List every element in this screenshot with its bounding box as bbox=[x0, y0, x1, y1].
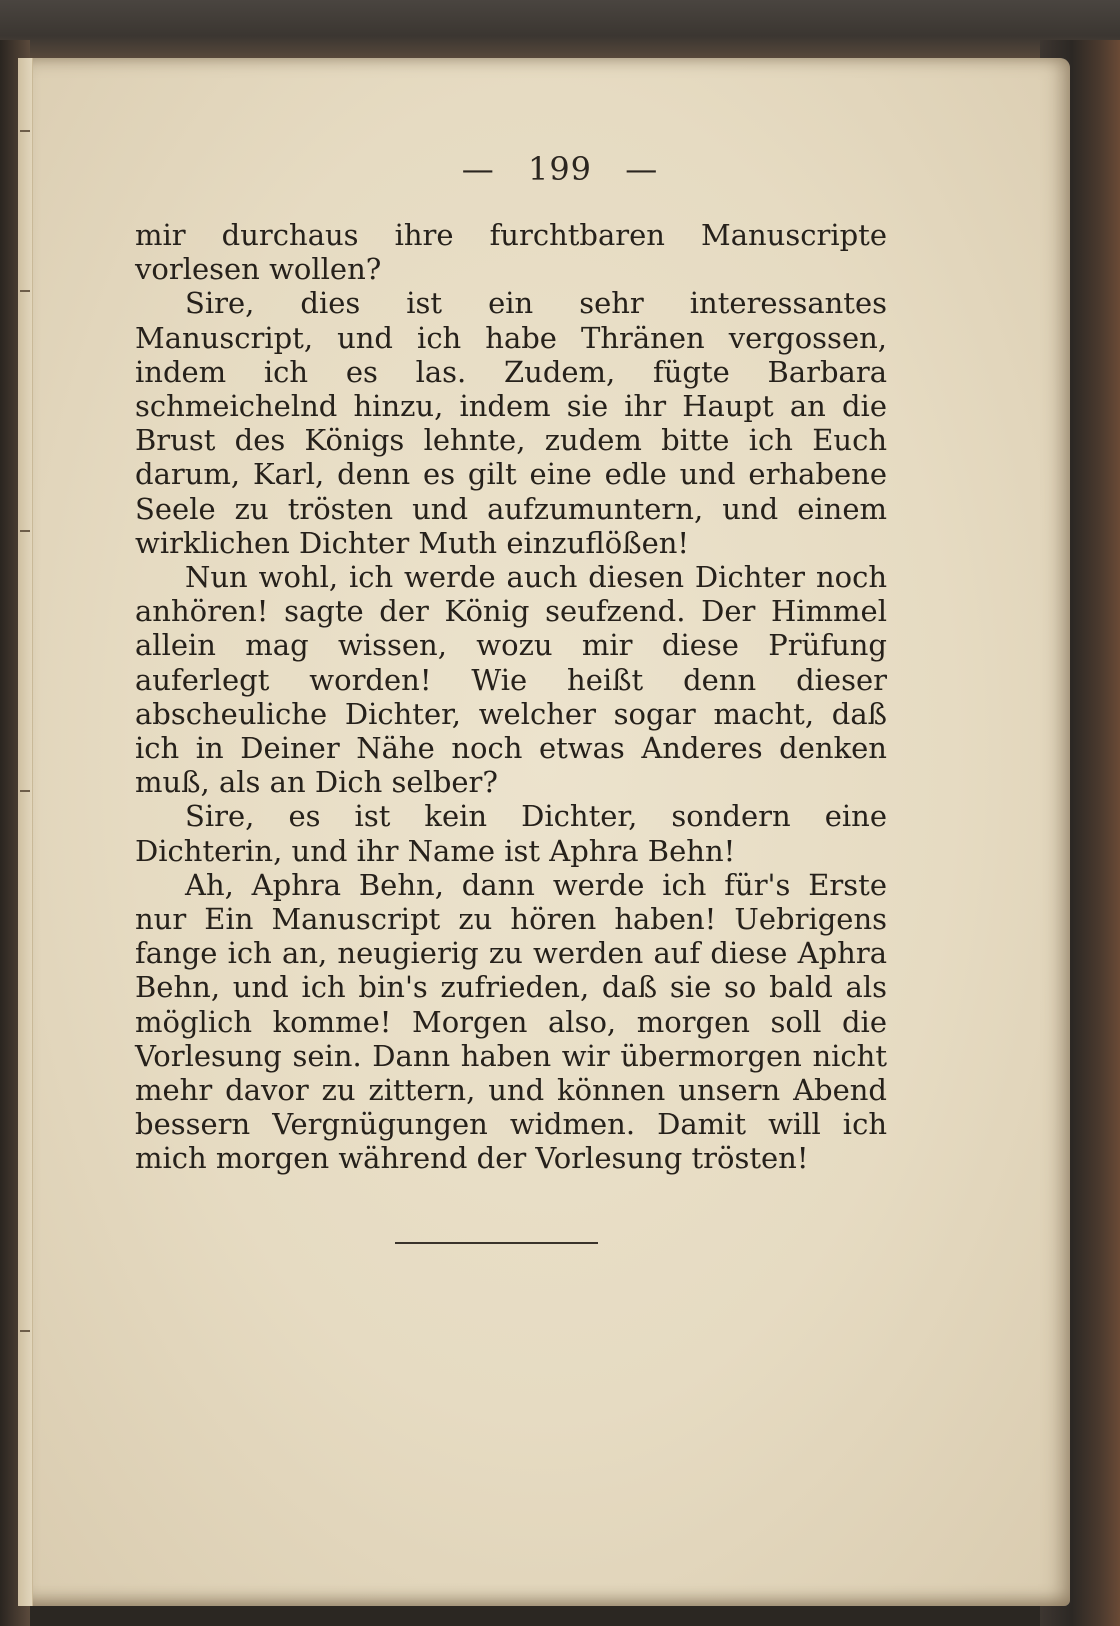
paragraph: Sire, dies ist ein sehr interessantes Manuscript, und ich habe Thränen vergossen, indem ich es las. Zudem, fügte Barbara schmeichelnd hinzu, indem sie ihr Haupt an die Brust des Königs lehnte, zudem bitte ich Euch darum, Karl, denn es gilt eine edle und erhabene Seele zu trösten und aufzumuntern, und einem wirklichen Dichter Muth einzuflößen! bbox=[135, 286, 887, 560]
binding-mark bbox=[20, 130, 30, 132]
page-number: 199 bbox=[527, 150, 593, 188]
paragraph: mir durchaus ihre furchtbaren Manuscripte vorlesen wollen? bbox=[135, 218, 887, 287]
header-dash-left: — bbox=[461, 150, 495, 188]
chapter-end-rule bbox=[395, 1242, 598, 1244]
binding-mark bbox=[20, 530, 30, 532]
binding-mark bbox=[20, 290, 30, 292]
paragraph: Ah, Aphra Behn, dann werde ich für's Erste nur Ein Manuscript zu hören haben! Uebrigens fange ich an, neugierig zu werden auf diese Aphra Behn, und ich bin's zufrieden, daß sie so bald als möglich komme! Morgen also, morgen soll die Vorlesung sein. Dann haben wir übermorgen nicht mehr davor zu zittern, und können unsern Abend bessern Vergnügungen widmen. Damit will ich mich morgen während der Vorlesung trösten! bbox=[135, 867, 887, 1176]
binding-mark bbox=[20, 1330, 30, 1332]
paragraph: Sire, es ist kein Dichter, sondern eine Dichterin, und ihr Name ist Aphra Behn! bbox=[135, 799, 887, 868]
binding-thread-marks bbox=[20, 0, 30, 1626]
page-header bbox=[0, 150, 1120, 188]
body-text bbox=[135, 218, 887, 1176]
binding-mark bbox=[20, 790, 30, 792]
paragraph: Nun wohl, ich werde auch diesen Dichter noch anhören! sagte der König seufzend. Der Himmel allein mag wissen, wozu mir diese Prüfung auferlegt worden! Wie heißt denn dieser abscheuliche Dichter, welcher sogar macht, daß ich in Deiner Nähe noch etwas Anderes denken muß, als an Dich selber? bbox=[135, 560, 887, 800]
header-dash-right: — bbox=[625, 150, 659, 188]
book-cover-top bbox=[0, 0, 1120, 60]
